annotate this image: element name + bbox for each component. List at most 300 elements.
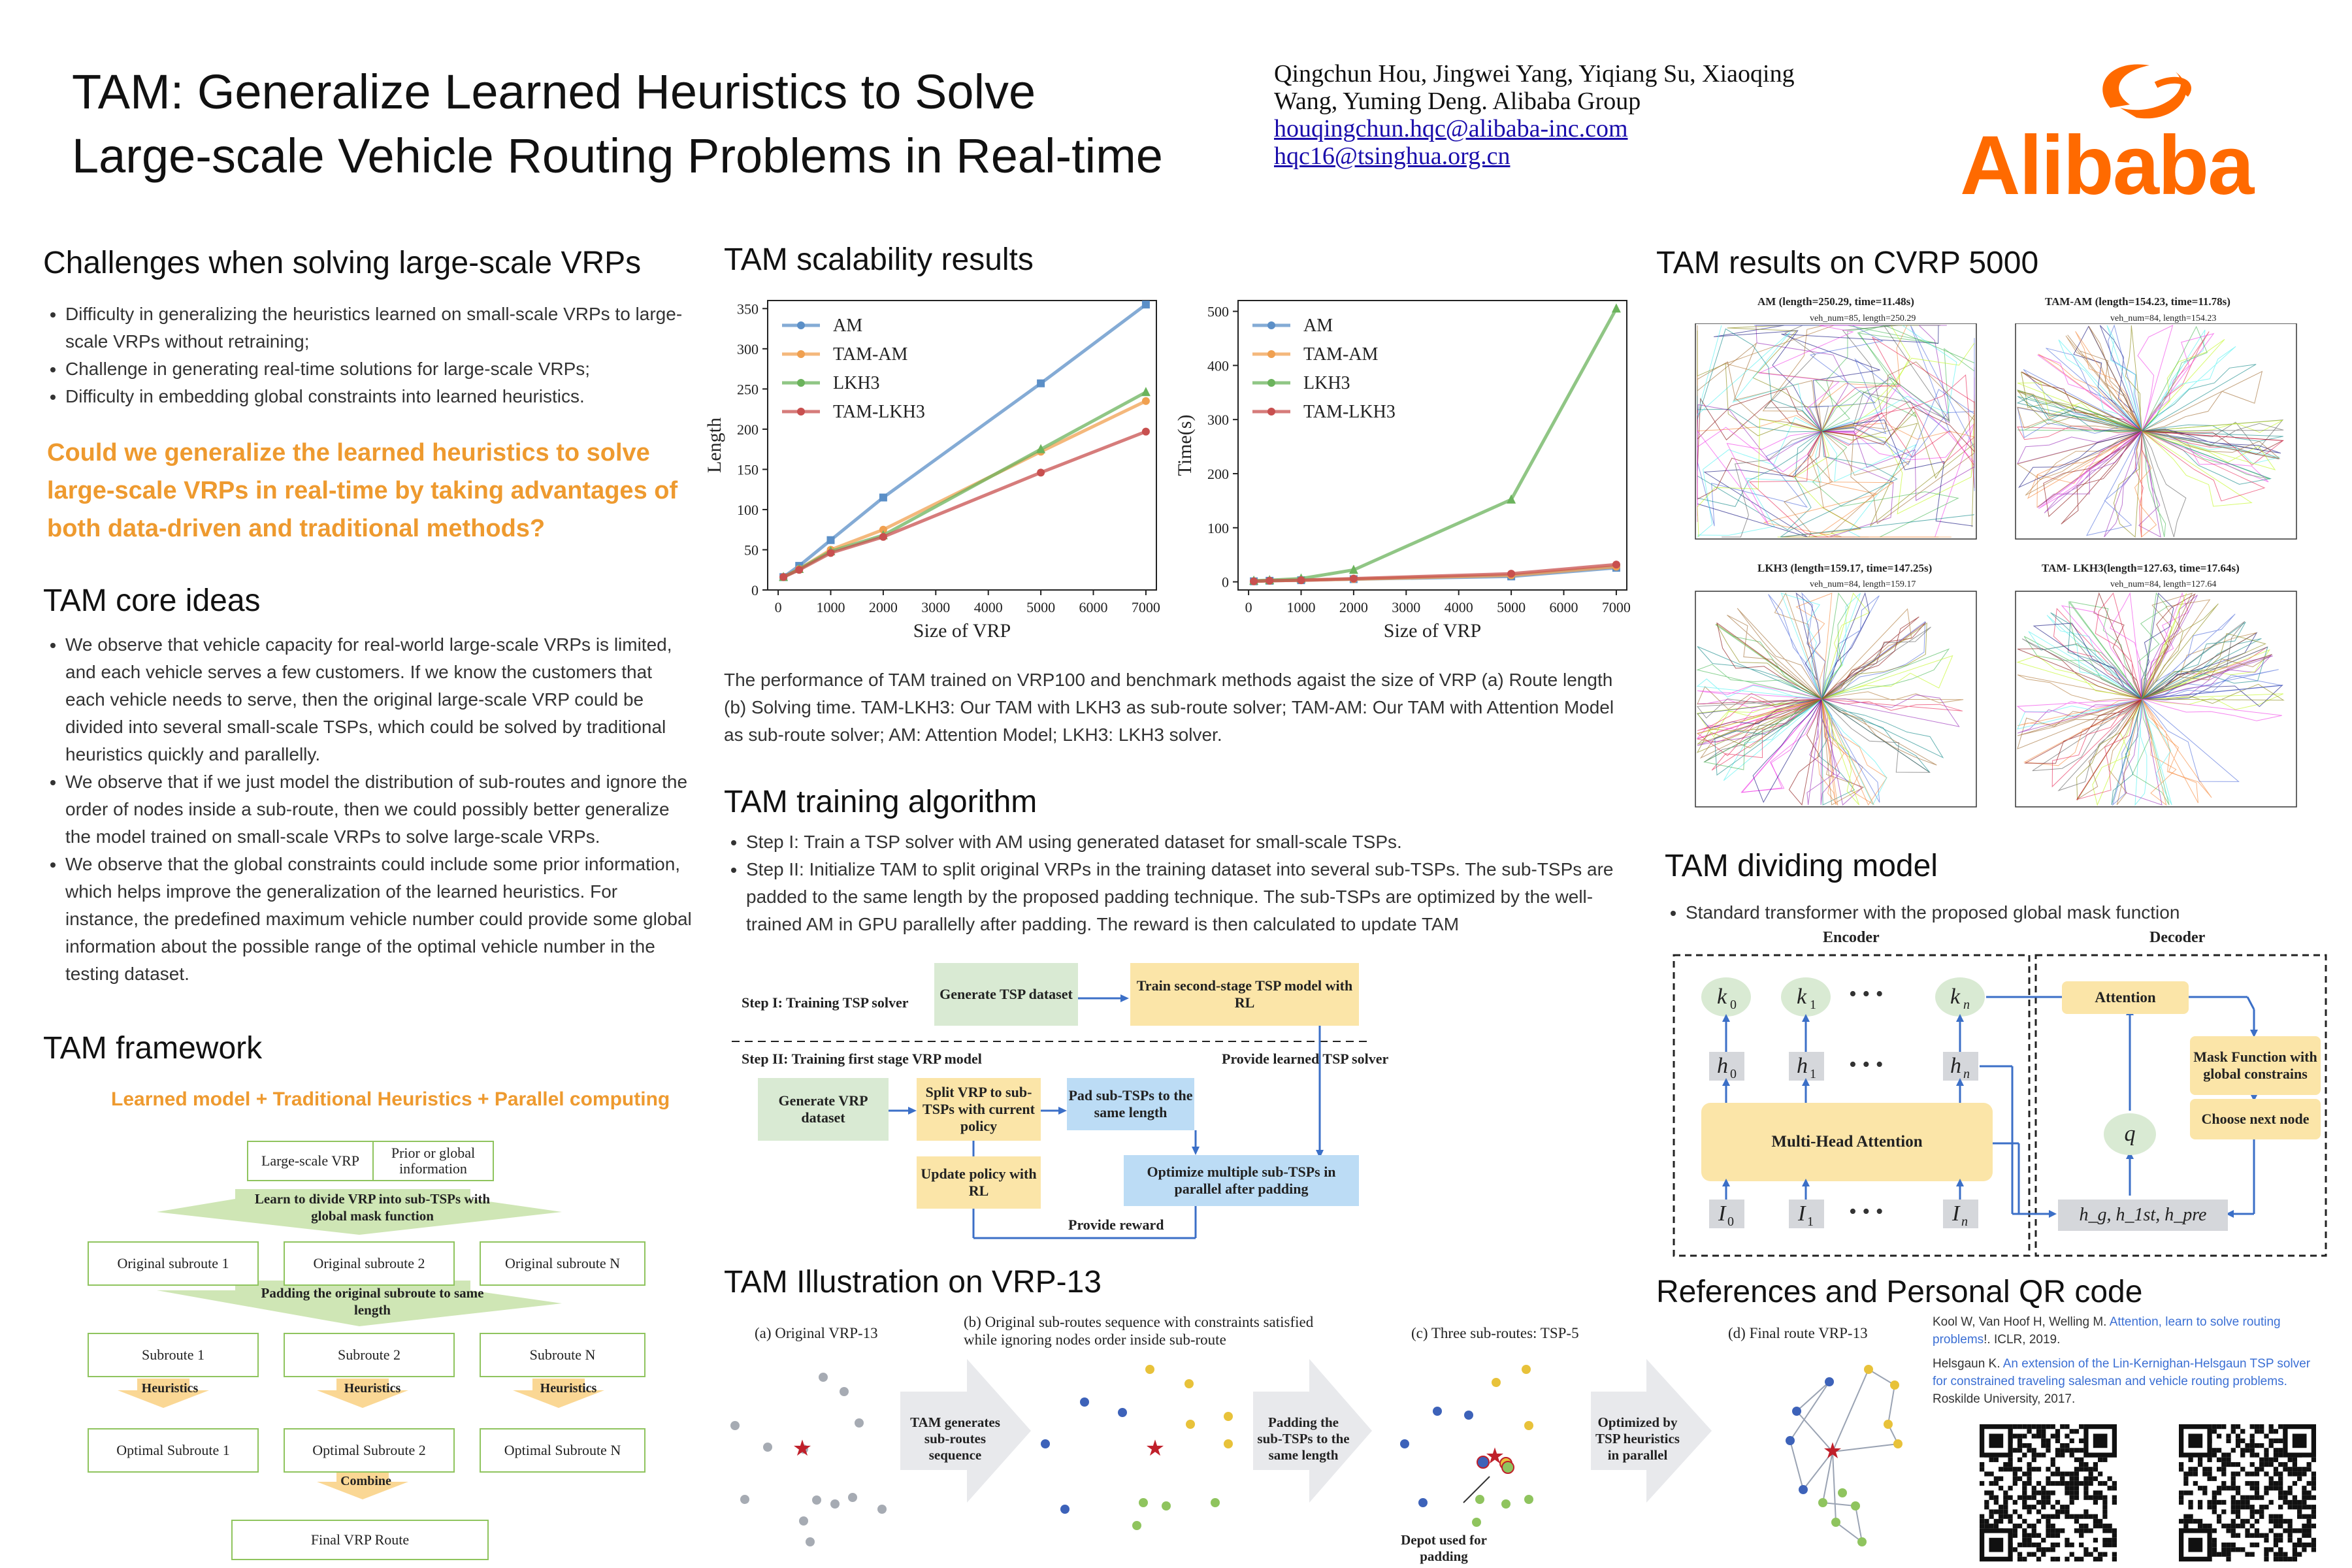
training-reward: Provide reward xyxy=(1068,1217,1164,1233)
qr-module xyxy=(2226,1439,2230,1443)
y-tick-label: 300 xyxy=(737,340,759,357)
y-tick-label: 100 xyxy=(1207,519,1229,536)
qr-module xyxy=(2032,1505,2036,1509)
qr-module xyxy=(2240,1467,2245,1471)
qr-module xyxy=(2083,1552,2088,1557)
qr-module xyxy=(2093,1519,2098,1524)
qr-module xyxy=(2217,1490,2221,1495)
x-tick-label: 6000 xyxy=(1079,599,1108,615)
qr-module xyxy=(2255,1443,2259,1448)
qr-module xyxy=(2079,1467,2083,1471)
qr-module xyxy=(2032,1528,2036,1533)
y-tick-label: 250 xyxy=(737,381,759,398)
qr-module xyxy=(2274,1448,2278,1452)
qr-module xyxy=(2250,1509,2255,1514)
qr-module xyxy=(2288,1538,2293,1543)
legend-label: AM xyxy=(1303,316,1333,336)
qr-module xyxy=(2046,1424,2050,1429)
qr-module xyxy=(2112,1528,2117,1533)
qr-module xyxy=(2074,1467,2079,1471)
qr-finder-center xyxy=(1989,1433,2003,1448)
qr-module xyxy=(2217,1500,2221,1505)
qr-module xyxy=(2098,1557,2102,1561)
qr-module xyxy=(2269,1481,2274,1486)
qr-module xyxy=(2017,1524,2022,1528)
qr-module xyxy=(2027,1443,2031,1448)
qr-module xyxy=(2278,1448,2283,1452)
qr-module xyxy=(2060,1443,2065,1448)
qr-module xyxy=(2083,1490,2088,1495)
qr-module xyxy=(2278,1495,2283,1500)
cvrp-panel-3-sub: veh_num=84, length=159.17 xyxy=(1810,580,1916,589)
qr-module xyxy=(2297,1509,2302,1514)
x-tick-label: 2000 xyxy=(1339,599,1368,615)
qr-module xyxy=(2193,1471,2198,1476)
qr-module xyxy=(2259,1509,2264,1514)
qr-module xyxy=(2183,1477,2188,1481)
qr-module xyxy=(2274,1524,2278,1528)
qr-module xyxy=(2055,1452,2060,1457)
qr-module xyxy=(2102,1543,2107,1547)
qr-module xyxy=(2255,1528,2259,1533)
qr-module xyxy=(2274,1452,2278,1457)
qr-module xyxy=(2311,1481,2316,1486)
list-item: • We observe that the global constraints could include some prior information, which helps improve the generalization of the learned heuristics. For instance, the predefined maximum vehicle number could provide some global information about the possible range of the optimal vehicle number in the testing dataset. xyxy=(65,851,693,988)
qr-module xyxy=(2060,1509,2065,1514)
qr-module xyxy=(2236,1439,2240,1443)
qr-module xyxy=(2093,1500,2098,1505)
qr-module xyxy=(2188,1519,2193,1524)
qr-module xyxy=(2293,1471,2297,1476)
qr-module xyxy=(2102,1481,2107,1486)
qr-module xyxy=(2236,1490,2240,1495)
qr-module xyxy=(2036,1481,2041,1486)
qr-module xyxy=(2083,1528,2088,1533)
qr-module xyxy=(2070,1452,2074,1457)
qr-module xyxy=(2311,1495,2316,1500)
qr-module xyxy=(2017,1458,2022,1462)
qr-module xyxy=(2079,1557,2083,1561)
qr-module xyxy=(2036,1509,2041,1514)
qr-module xyxy=(2307,1519,2311,1524)
qr-module xyxy=(2302,1533,2306,1538)
qr-module xyxy=(2293,1543,2297,1547)
x-tick-label: 3000 xyxy=(1392,599,1421,615)
qr-module xyxy=(2288,1528,2293,1533)
qr-module xyxy=(2302,1490,2306,1495)
y-tick-label: 100 xyxy=(737,501,759,518)
qr-module xyxy=(2102,1514,2107,1519)
x-tick-label: 0 xyxy=(774,599,782,615)
qr-module xyxy=(2112,1500,2117,1505)
qr-module xyxy=(2302,1524,2306,1528)
qr-module xyxy=(2311,1543,2316,1547)
qr-module xyxy=(2027,1533,2031,1538)
qr-finder-center xyxy=(1989,1538,2003,1552)
qr-module xyxy=(1980,1462,1984,1467)
qr-module xyxy=(2264,1490,2268,1495)
qr-module xyxy=(2236,1443,2240,1448)
y-tick-label: 50 xyxy=(744,542,759,559)
qr-module xyxy=(2297,1538,2302,1543)
svg-text:I: I xyxy=(1952,1201,1960,1226)
qr-module xyxy=(2036,1433,2041,1438)
qr-module xyxy=(1989,1524,1993,1528)
qr-module xyxy=(1989,1514,1993,1519)
svg-text:1: 1 xyxy=(1810,1067,1816,1081)
qr-module xyxy=(2217,1424,2221,1429)
x-tick-label: 4000 xyxy=(973,599,1003,615)
qr-module xyxy=(2231,1495,2236,1500)
qr-module xyxy=(2231,1477,2236,1481)
qr-module xyxy=(2236,1500,2240,1505)
qr-module xyxy=(2278,1547,2283,1552)
qr-module xyxy=(2255,1490,2259,1495)
svg-text:0: 0 xyxy=(1727,1215,1734,1229)
qr-module xyxy=(2212,1424,2217,1429)
qr-module xyxy=(2003,1467,2008,1471)
qr-module xyxy=(2207,1505,2212,1509)
illustration-heading: TAM Illustration on VRP-13 xyxy=(724,1265,1102,1299)
data-point xyxy=(779,573,787,581)
qr-module xyxy=(2217,1519,2221,1524)
qr-module xyxy=(2307,1495,2311,1500)
qr-module xyxy=(2032,1433,2036,1438)
length-chart xyxy=(699,293,1169,652)
qr-module xyxy=(2274,1519,2278,1524)
qr-module xyxy=(2269,1528,2274,1533)
qr-module xyxy=(2221,1486,2226,1490)
qr-module xyxy=(2027,1477,2031,1481)
qr-module xyxy=(2226,1543,2230,1547)
data-point xyxy=(1266,577,1273,585)
data-point xyxy=(879,533,887,541)
qr-module xyxy=(2231,1500,2236,1505)
qr-module xyxy=(2065,1490,2069,1495)
qr-module xyxy=(2236,1471,2240,1476)
qr-module xyxy=(2008,1495,2012,1500)
qr-module xyxy=(2264,1557,2268,1561)
training-pad: Pad sub-TSPs to the same length xyxy=(1067,1078,1194,1130)
qr-module xyxy=(2212,1429,2217,1433)
qr-module xyxy=(2236,1524,2240,1528)
qr-module xyxy=(2008,1467,2012,1471)
qr-module xyxy=(2307,1543,2311,1547)
qr-module xyxy=(2259,1443,2264,1448)
qr-module xyxy=(2264,1533,2268,1538)
qr-module xyxy=(2051,1462,2055,1467)
qr-module xyxy=(2212,1543,2217,1547)
qr-module xyxy=(2083,1524,2088,1528)
qr-module xyxy=(2083,1467,2088,1471)
qr-module xyxy=(2236,1462,2240,1467)
framework-heuristics-1: Heuristics xyxy=(141,1381,199,1396)
qr-module xyxy=(2288,1467,2293,1471)
data-point xyxy=(1037,380,1045,387)
training-step1-label: Step I: Training TSP solver xyxy=(742,994,909,1011)
svg-text:n: n xyxy=(1963,998,1970,1012)
qr-module xyxy=(2089,1552,2093,1557)
qr-module xyxy=(2212,1452,2217,1457)
qr-module xyxy=(1994,1495,1999,1500)
framework-combine: Combine xyxy=(340,1474,391,1488)
qr-module xyxy=(2240,1524,2245,1528)
qr-module xyxy=(2093,1514,2098,1519)
qr-module xyxy=(2250,1514,2255,1519)
qr-module xyxy=(2098,1471,2102,1476)
cvrp-panel-2-sub: veh_num=84, length=154.23 xyxy=(2110,314,2217,323)
qr-module xyxy=(2240,1439,2245,1443)
qr-module xyxy=(2231,1471,2236,1476)
svg-text:• • •: • • • xyxy=(1849,982,1884,1006)
x-tick-label: 6000 xyxy=(1549,599,1578,615)
qr-module xyxy=(2188,1458,2193,1462)
qr-module xyxy=(2240,1547,2245,1552)
reference-1-link[interactable]: Attention, learn to solve routing problems xyxy=(1933,1315,2281,1347)
qr-module xyxy=(2311,1524,2316,1528)
qr-module xyxy=(2083,1477,2088,1481)
qr-module xyxy=(2017,1543,2022,1547)
qr-module xyxy=(2112,1486,2117,1490)
qr-module xyxy=(2013,1448,2017,1452)
qr-module xyxy=(2022,1471,2027,1476)
qr-module xyxy=(1989,1458,1993,1462)
illustration-depot-note: Depot used for padding xyxy=(1401,1532,1487,1564)
qr-module xyxy=(2046,1547,2050,1552)
qr-module xyxy=(2036,1452,2041,1457)
qr-module xyxy=(2070,1429,2074,1433)
training-train-second: Train second-stage TSP model with RL xyxy=(1130,963,1359,1026)
framework-input-prior: Prior or global information xyxy=(372,1141,494,1181)
qr-module xyxy=(2046,1443,2050,1448)
qr-module xyxy=(2013,1533,2017,1538)
qr-module xyxy=(2283,1467,2287,1471)
qr-module xyxy=(2083,1486,2088,1490)
qr-module xyxy=(2060,1448,2065,1452)
qr-module xyxy=(2278,1519,2283,1524)
qr-module xyxy=(2278,1452,2283,1457)
challenges-heading: Challenges when solving large-scale VRPs xyxy=(43,246,642,280)
qr-module xyxy=(2255,1533,2259,1538)
plot-frame xyxy=(768,301,1156,590)
alibaba-logo xyxy=(1960,46,2326,212)
qr-module xyxy=(1984,1490,1989,1495)
qr-module xyxy=(2032,1552,2036,1557)
data-point xyxy=(1297,576,1305,584)
reference-2-link[interactable]: An extension of the Lin-Kernighan-Helsgaun TSP solver for constrained traveling salesman and vehicle routing problems. xyxy=(1933,1357,2311,1388)
qr-module xyxy=(2221,1471,2226,1476)
framework-optimal-subroute-n: Optimal Subroute N xyxy=(480,1428,645,1473)
qr-module xyxy=(2245,1519,2249,1524)
qr-module xyxy=(2027,1429,2031,1433)
qr-module xyxy=(2046,1439,2050,1443)
qr-module xyxy=(2041,1429,2046,1433)
legend-marker xyxy=(797,350,805,358)
qr-module xyxy=(2250,1495,2255,1500)
cvrp-panel-3-title: LKH3 (length=159.17, time=147.25s) xyxy=(1757,562,1933,574)
qr-module xyxy=(2079,1533,2083,1538)
qr-code-left-icon[interactable] xyxy=(1980,1424,2117,1561)
qr-module xyxy=(2240,1519,2245,1524)
legend-label: LKH3 xyxy=(833,373,880,393)
qr-module xyxy=(2259,1495,2264,1500)
qr-module xyxy=(1989,1509,1993,1514)
illustration-arrow-1: TAM generates sub-routes sequence xyxy=(910,1414,1000,1463)
y-tick-label: 500 xyxy=(1207,303,1229,320)
qr-module xyxy=(2089,1477,2093,1481)
qr-module xyxy=(1994,1481,1999,1486)
qr-module xyxy=(2231,1528,2236,1533)
svg-text:I: I xyxy=(1718,1201,1726,1226)
qr-module xyxy=(2070,1514,2074,1519)
qr-code-right-icon[interactable] xyxy=(2179,1424,2316,1561)
qr-module xyxy=(2278,1477,2283,1481)
qr-module xyxy=(2221,1481,2226,1486)
qr-module xyxy=(2041,1490,2046,1495)
core-ideas-heading: TAM core ideas xyxy=(43,583,261,618)
svg-text:k: k xyxy=(1950,985,1961,1009)
qr-module xyxy=(2022,1533,2027,1538)
qr-module xyxy=(2274,1538,2278,1543)
qr-module xyxy=(2179,1490,2183,1495)
svg-text:k: k xyxy=(1797,985,1807,1009)
qr-module xyxy=(2055,1533,2060,1538)
qr-module xyxy=(2027,1509,2031,1514)
qr-module xyxy=(2089,1514,2093,1519)
qr-module xyxy=(2046,1490,2050,1495)
list-item: • Difficulty in generalizing the heuristics learned on small-scale VRPs to large-scale VRPs without retraining; xyxy=(65,301,686,355)
qr-module xyxy=(2278,1552,2283,1557)
qr-module xyxy=(2255,1467,2259,1471)
qr-module xyxy=(2302,1547,2306,1552)
qr-module xyxy=(2283,1552,2287,1557)
qr-module xyxy=(2283,1557,2287,1561)
refs-heading: References and Personal QR code xyxy=(1656,1275,2143,1309)
research-question: Could we generalize the learned heuristics to solve large-scale VRPs in real-time by taking advantages of both data-driven and traditional methods? xyxy=(47,439,678,542)
qr-module xyxy=(2236,1509,2240,1514)
qr-module xyxy=(2017,1424,2022,1429)
qr-module xyxy=(2231,1524,2236,1528)
qr-module xyxy=(2264,1433,2268,1438)
qr-module xyxy=(2240,1429,2245,1433)
y-tick-label: 0 xyxy=(751,582,759,598)
qr-module xyxy=(2022,1538,2027,1543)
qr-module xyxy=(2036,1500,2041,1505)
qr-module xyxy=(2051,1514,2055,1519)
qr-module xyxy=(2193,1481,2198,1486)
qr-module xyxy=(2098,1524,2102,1528)
qr-module xyxy=(2036,1557,2041,1561)
email-link-2[interactable]: hqc16@tsinghua.org.cn xyxy=(1274,142,1511,170)
reference-2 xyxy=(1933,1355,2325,1408)
qr-module xyxy=(2264,1538,2268,1543)
qr-module xyxy=(2036,1533,2041,1538)
qr-module xyxy=(2269,1458,2274,1462)
qr-module xyxy=(2217,1458,2221,1462)
training-update: Update policy with RL xyxy=(917,1156,1041,1209)
qr-module xyxy=(2079,1514,2083,1519)
qr-module xyxy=(2079,1458,2083,1462)
qr-module xyxy=(2074,1486,2079,1490)
qr-module xyxy=(2036,1429,2041,1433)
svg-text:0: 0 xyxy=(1730,998,1737,1012)
training-gen-tsp: Generate TSP dataset xyxy=(934,963,1078,1026)
qr-module xyxy=(2022,1519,2027,1524)
qr-module xyxy=(2221,1458,2226,1462)
qr-module xyxy=(2036,1490,2041,1495)
qr-module xyxy=(2022,1557,2027,1561)
qr-module xyxy=(2311,1505,2316,1509)
qr-module xyxy=(2293,1505,2297,1509)
qr-module xyxy=(2074,1477,2079,1481)
qr-module xyxy=(2070,1448,2074,1452)
qr-module xyxy=(2093,1477,2098,1481)
qr-module xyxy=(2245,1533,2249,1538)
list-item: • We observe that vehicle capacity for real-world large-scale VRPs is limited, and each vehicle serves a few customers. If we know the customers that each vehicle needs to serve, then the original large-scale VRP could be divided into several small-scale TSPs, which could be solved by traditional heuristics quickly and parallelly. xyxy=(65,631,693,768)
email-link-1[interactable]: houqingchun.hqc@alibaba-inc.com xyxy=(1274,115,1628,142)
qr-module xyxy=(2212,1528,2217,1533)
list-item: • Step II: Initialize TAM to split original VRPs in the training dataset into several sub-TSPs. The sub-TSPs are padded to the same length by the proposed padding technique. The sub-TSPs are optimized by the well-trained AM in GPU parallelly after padding. The reward is then calculated to update TAM xyxy=(746,856,1635,938)
qr-module xyxy=(2102,1524,2107,1528)
qr-module xyxy=(2017,1477,2022,1481)
qr-module xyxy=(2070,1500,2074,1505)
qr-module xyxy=(2060,1452,2065,1457)
qr-module xyxy=(2041,1505,2046,1509)
qr-module xyxy=(2102,1552,2107,1557)
qr-module xyxy=(2236,1424,2240,1429)
qr-module xyxy=(2255,1509,2259,1514)
qr-module xyxy=(2089,1467,2093,1471)
y-tick-label: 200 xyxy=(737,421,759,438)
qr-module xyxy=(2051,1490,2055,1495)
qr-module xyxy=(2274,1481,2278,1486)
qr-module xyxy=(2027,1552,2031,1557)
qr-module xyxy=(2065,1505,2069,1509)
qr-module xyxy=(2074,1448,2079,1452)
qr-module xyxy=(2198,1458,2202,1462)
qr-module xyxy=(2055,1439,2060,1443)
qr-module xyxy=(2017,1433,2022,1438)
qr-module xyxy=(2046,1528,2050,1533)
qr-module xyxy=(2231,1519,2236,1524)
qr-module xyxy=(2307,1533,2311,1538)
qr-module xyxy=(2074,1471,2079,1476)
svg-text:0: 0 xyxy=(1730,1067,1737,1081)
qr-module xyxy=(2302,1543,2306,1547)
qr-module xyxy=(2032,1490,2036,1495)
qr-module xyxy=(2003,1462,2008,1467)
qr-module xyxy=(2055,1557,2060,1561)
qr-module xyxy=(2055,1471,2060,1476)
qr-module xyxy=(2036,1519,2041,1524)
legend-label: LKH3 xyxy=(1303,373,1350,393)
title-line-2: Large-scale Vehicle Routing Problems in Real-time xyxy=(72,129,1163,183)
x-tick-label: 3000 xyxy=(921,599,951,615)
qr-module xyxy=(2188,1490,2193,1495)
qr-module xyxy=(2112,1557,2117,1561)
qr-module xyxy=(2089,1481,2093,1486)
qr-module xyxy=(2198,1524,2202,1528)
qr-module xyxy=(2013,1524,2017,1528)
qr-module xyxy=(2046,1519,2050,1524)
qr-module xyxy=(2070,1486,2074,1490)
qr-module xyxy=(2032,1495,2036,1500)
framework-subroute-n: Subroute N xyxy=(480,1333,645,1377)
framework-optimal-subroute-2: Optimal Subroute 2 xyxy=(284,1428,455,1473)
qr-module xyxy=(2051,1524,2055,1528)
qr-module xyxy=(2003,1514,2008,1519)
qr-module xyxy=(2093,1557,2098,1561)
